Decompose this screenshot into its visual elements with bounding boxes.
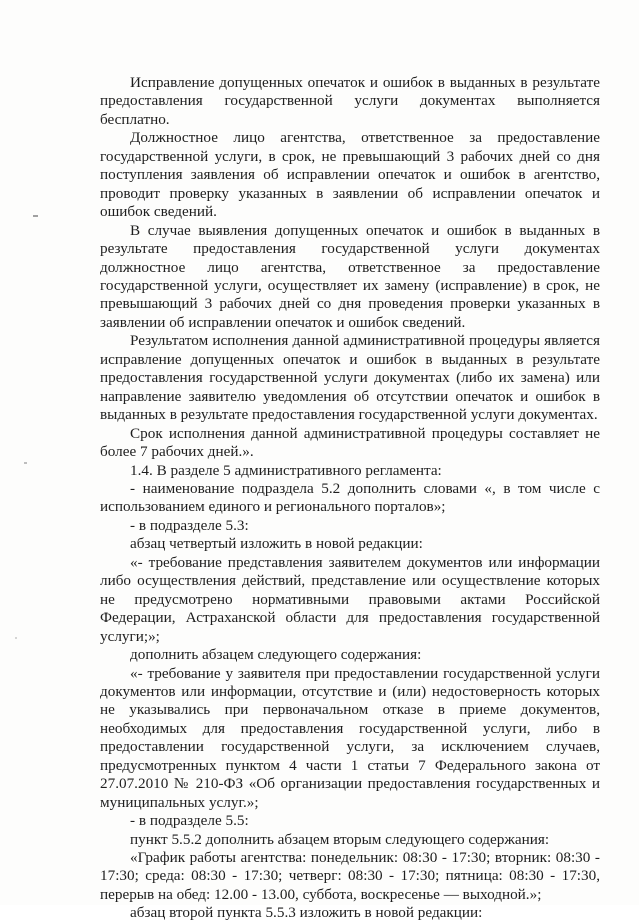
paragraph-requirement-quote: «- требование представления заявителем документов или информации либо осуществления действий, представление или осуществление которых не предусмотрено нормативными правовыми актами Российской Федерации, Астраханской области для предоставления государственной услуги;»; <box>100 553 600 645</box>
paragraph-result: Результатом исполнения данной административной процедуры является исправление допущенных опечаток и ошибок в выданных в результате предоставления государственной услуги документах (либо их замена) или направление заявителю уведомления об отсутствии опечаток и ошибок в выданных в результате предоставления государственной услуги документах. <box>100 332 600 424</box>
paragraph-subsection-5-5: - в подразделе 5.5: <box>130 812 249 830</box>
paragraph-fourth-abzac: абзац четвертый изложить в новой редакции: <box>130 535 423 553</box>
paragraph-official-check: Должностное лицо агентства, ответственное за предоставление государственной услуги, в срок, не превышающий 3 рабочих дней со дня поступления заявления об исправлении опечаток и ошибок в агентство, проводит проверку указанных в заявлении об исправлении опечаток и ошибок сведений. <box>100 129 600 221</box>
scan-artifact-mark <box>33 215 38 217</box>
paragraph-deadline: Срок исполнения данной административной процедуры составляет не более 7 рабочих дней.». <box>100 424 600 461</box>
paragraph-point-5-5-2: пункт 5.5.2 дополнить абзацем вторым следующего содержания: <box>130 830 550 848</box>
scan-artifact-mark <box>24 462 27 464</box>
paragraph-subsection-5-2: - наименование подраздела 5.2 дополнить словами «, в том числе с использованием единого и регионального порталов»; <box>100 479 600 516</box>
paragraph-section-1-4: 1.4. В разделе 5 административного регламента: <box>130 461 442 479</box>
scan-artifact-mark <box>15 637 17 639</box>
paragraph-replacement: В случае выявления допущенных опечаток и ошибок в выданных в результате предоставления государственной услуги документах должностное лицо агентства, ответственное за предоставление государственной услуги, осуществляет их замену (исправление) в срок, не превышающий 3 рабочих дней со дня проведения проверки указанных в заявлении об исправлении опечаток и ошибок сведений. <box>100 221 600 331</box>
paragraph-add-abzac: дополнить абзацем следующего содержания: <box>130 646 422 664</box>
paragraph-subsection-5-3: - в подразделе 5.3: <box>130 516 249 534</box>
document-body <box>100 74 600 923</box>
paragraph-free-correction: Исправление допущенных опечаток и ошибок в выданных в результате предоставления государственной услуги документах выполняется бесплатно. <box>100 74 600 128</box>
paragraph-requirement-quote-2: «- требование у заявителя при предоставлении государственной услуги документов или информации, отсутствие и (или) недостоверность которых не указывались при первоначальном отказе в приеме документов, необходимых для предоставления государственной услуги, либо в предоставлении государственной услуги, за исключением случаев, предусмотренных пунктом 4 части 1 статьи 7 Федерального закона от 27.07.2010 № 210-ФЗ «Об организации предоставления государственных и муниципальных услуг.»; <box>100 664 600 811</box>
paragraph-schedule: «График работы агентства: понедельник: 08:30 - 17:30; вторник: 08:30 - 17:30; среда: 08:30 - 17:30; четверг: 08:30 - 17:30; пятница: 08:30 - 17:30, перерыв на обед: 12.00 - 13.00, суббота, воскресенье — выходной.»; <box>100 849 600 903</box>
paragraph-point-5-5-3: абзац второй пункта 5.5.3 изложить в новой редакции: <box>130 904 483 922</box>
